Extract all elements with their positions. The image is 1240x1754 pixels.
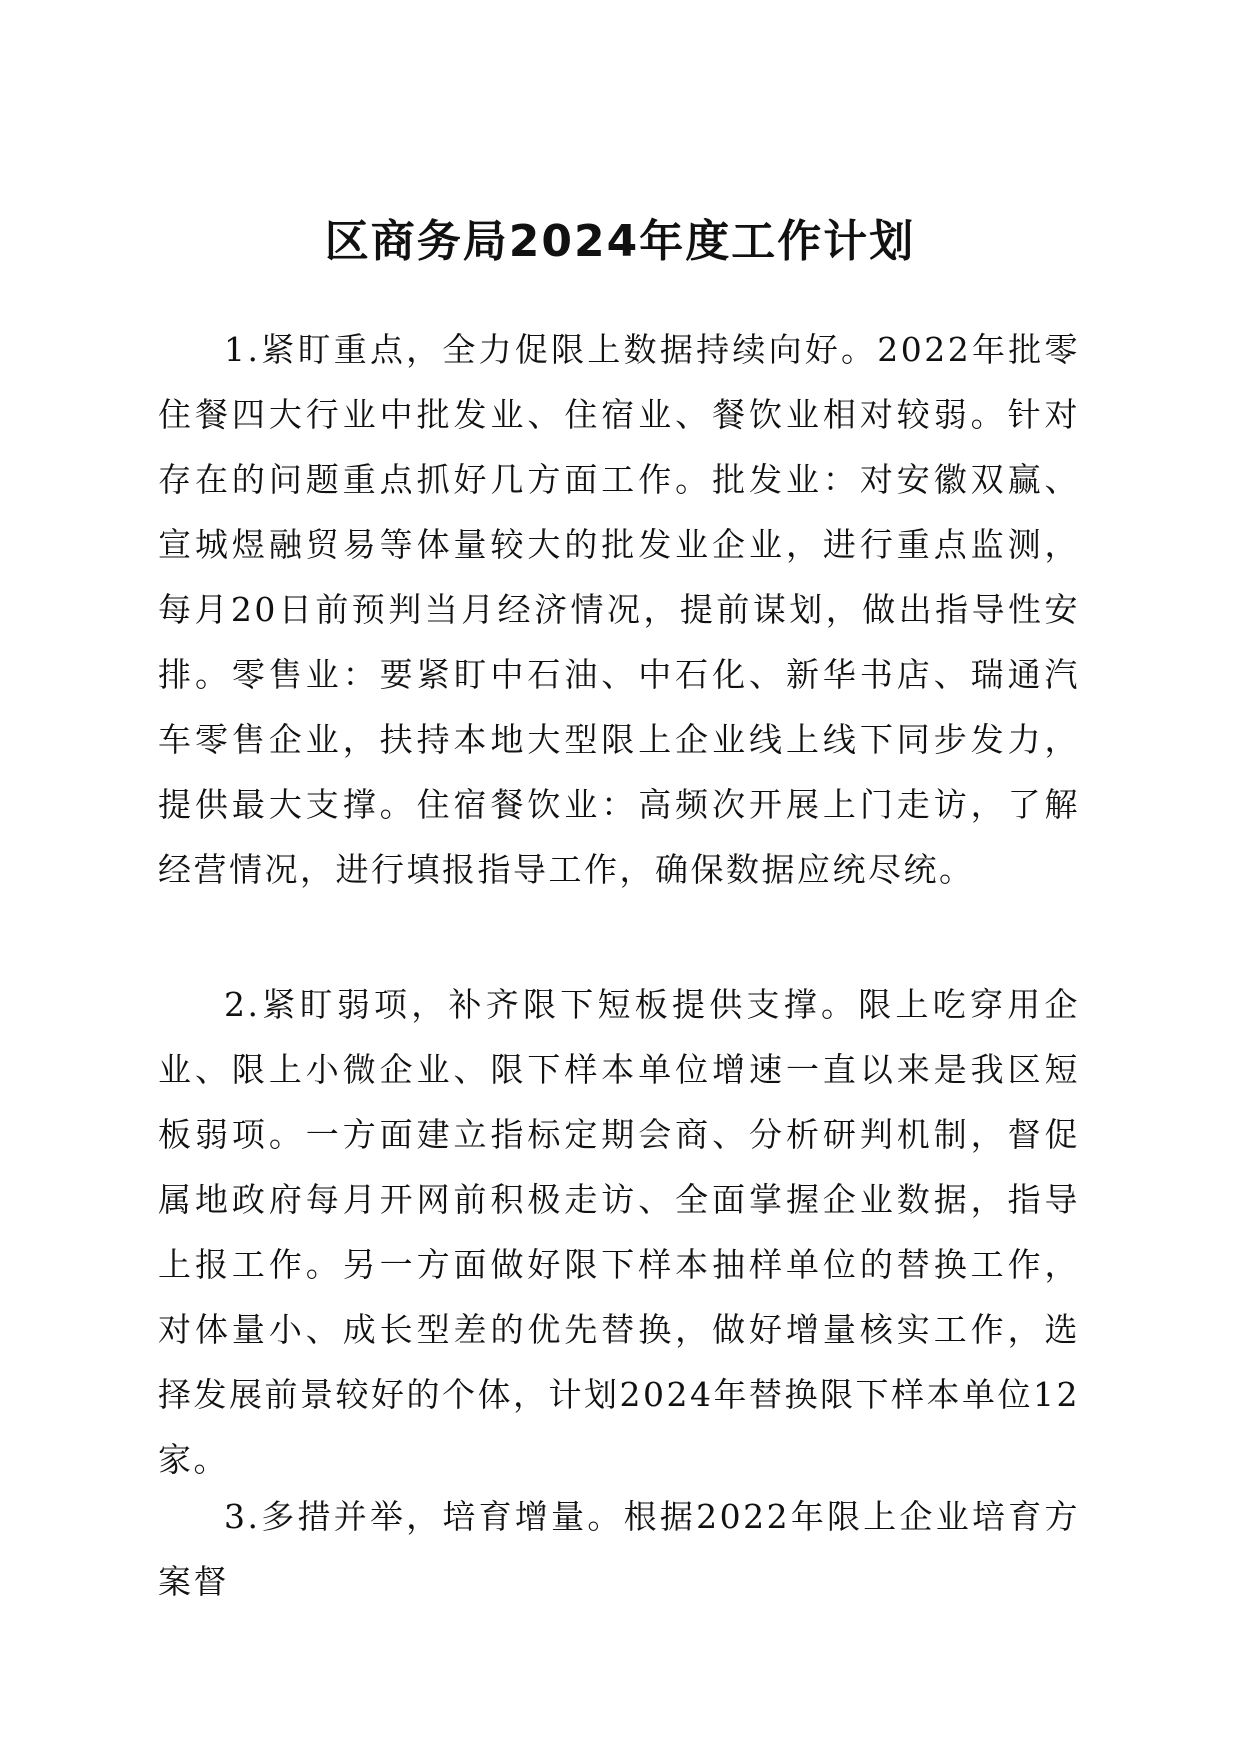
paragraph-3: 3.多措并举，培育增量。根据2022年限上企业培育方案督 [158,1497,1080,1601]
document-title: 区商务局2024年度工作计划 [324,216,916,267]
paragraph-2: 2.紧盯弱项，补齐限下短板提供支撑。限上吃穿用企业、限上小微企业、限下样本单位增速一直以来是我区短板弱项。一方面建立指标定期会商、分析研判机制，督促属地政府每月开网前积极走访、全面掌握企业数据，指导上报工作。另一方面做好限下样本抽样单位的替换工作，对体量小、成长型差的优先替换，做好增量核实工作，选择发展前景较好的个体，计划2024年替换限下样本单位12家。 [158,985,1080,1479]
paragraph-1: 1.紧盯重点，全力促限上数据持续向好。2022年批零住餐四大行业中批发业、住宿业、餐饮业相对较弱。针对存在的问题重点抓好几方面工作。批发业：对安徽双赢、宣城煜融贸易等体量较大的批发业企业，进行重点监测，每月20日前预判当月经济情况，提前谋划，做出指导性安排。零售业：要紧盯中石油、中石化、新华书店、瑞通汽车零售企业，扶持本地大型限上企业线上线下同步发力，提供最大支撑。住宿餐饮业：高频次开展上门走访，了解经营情况，进行填报指导工作，确保数据应统尽统。 [158,330,1080,889]
